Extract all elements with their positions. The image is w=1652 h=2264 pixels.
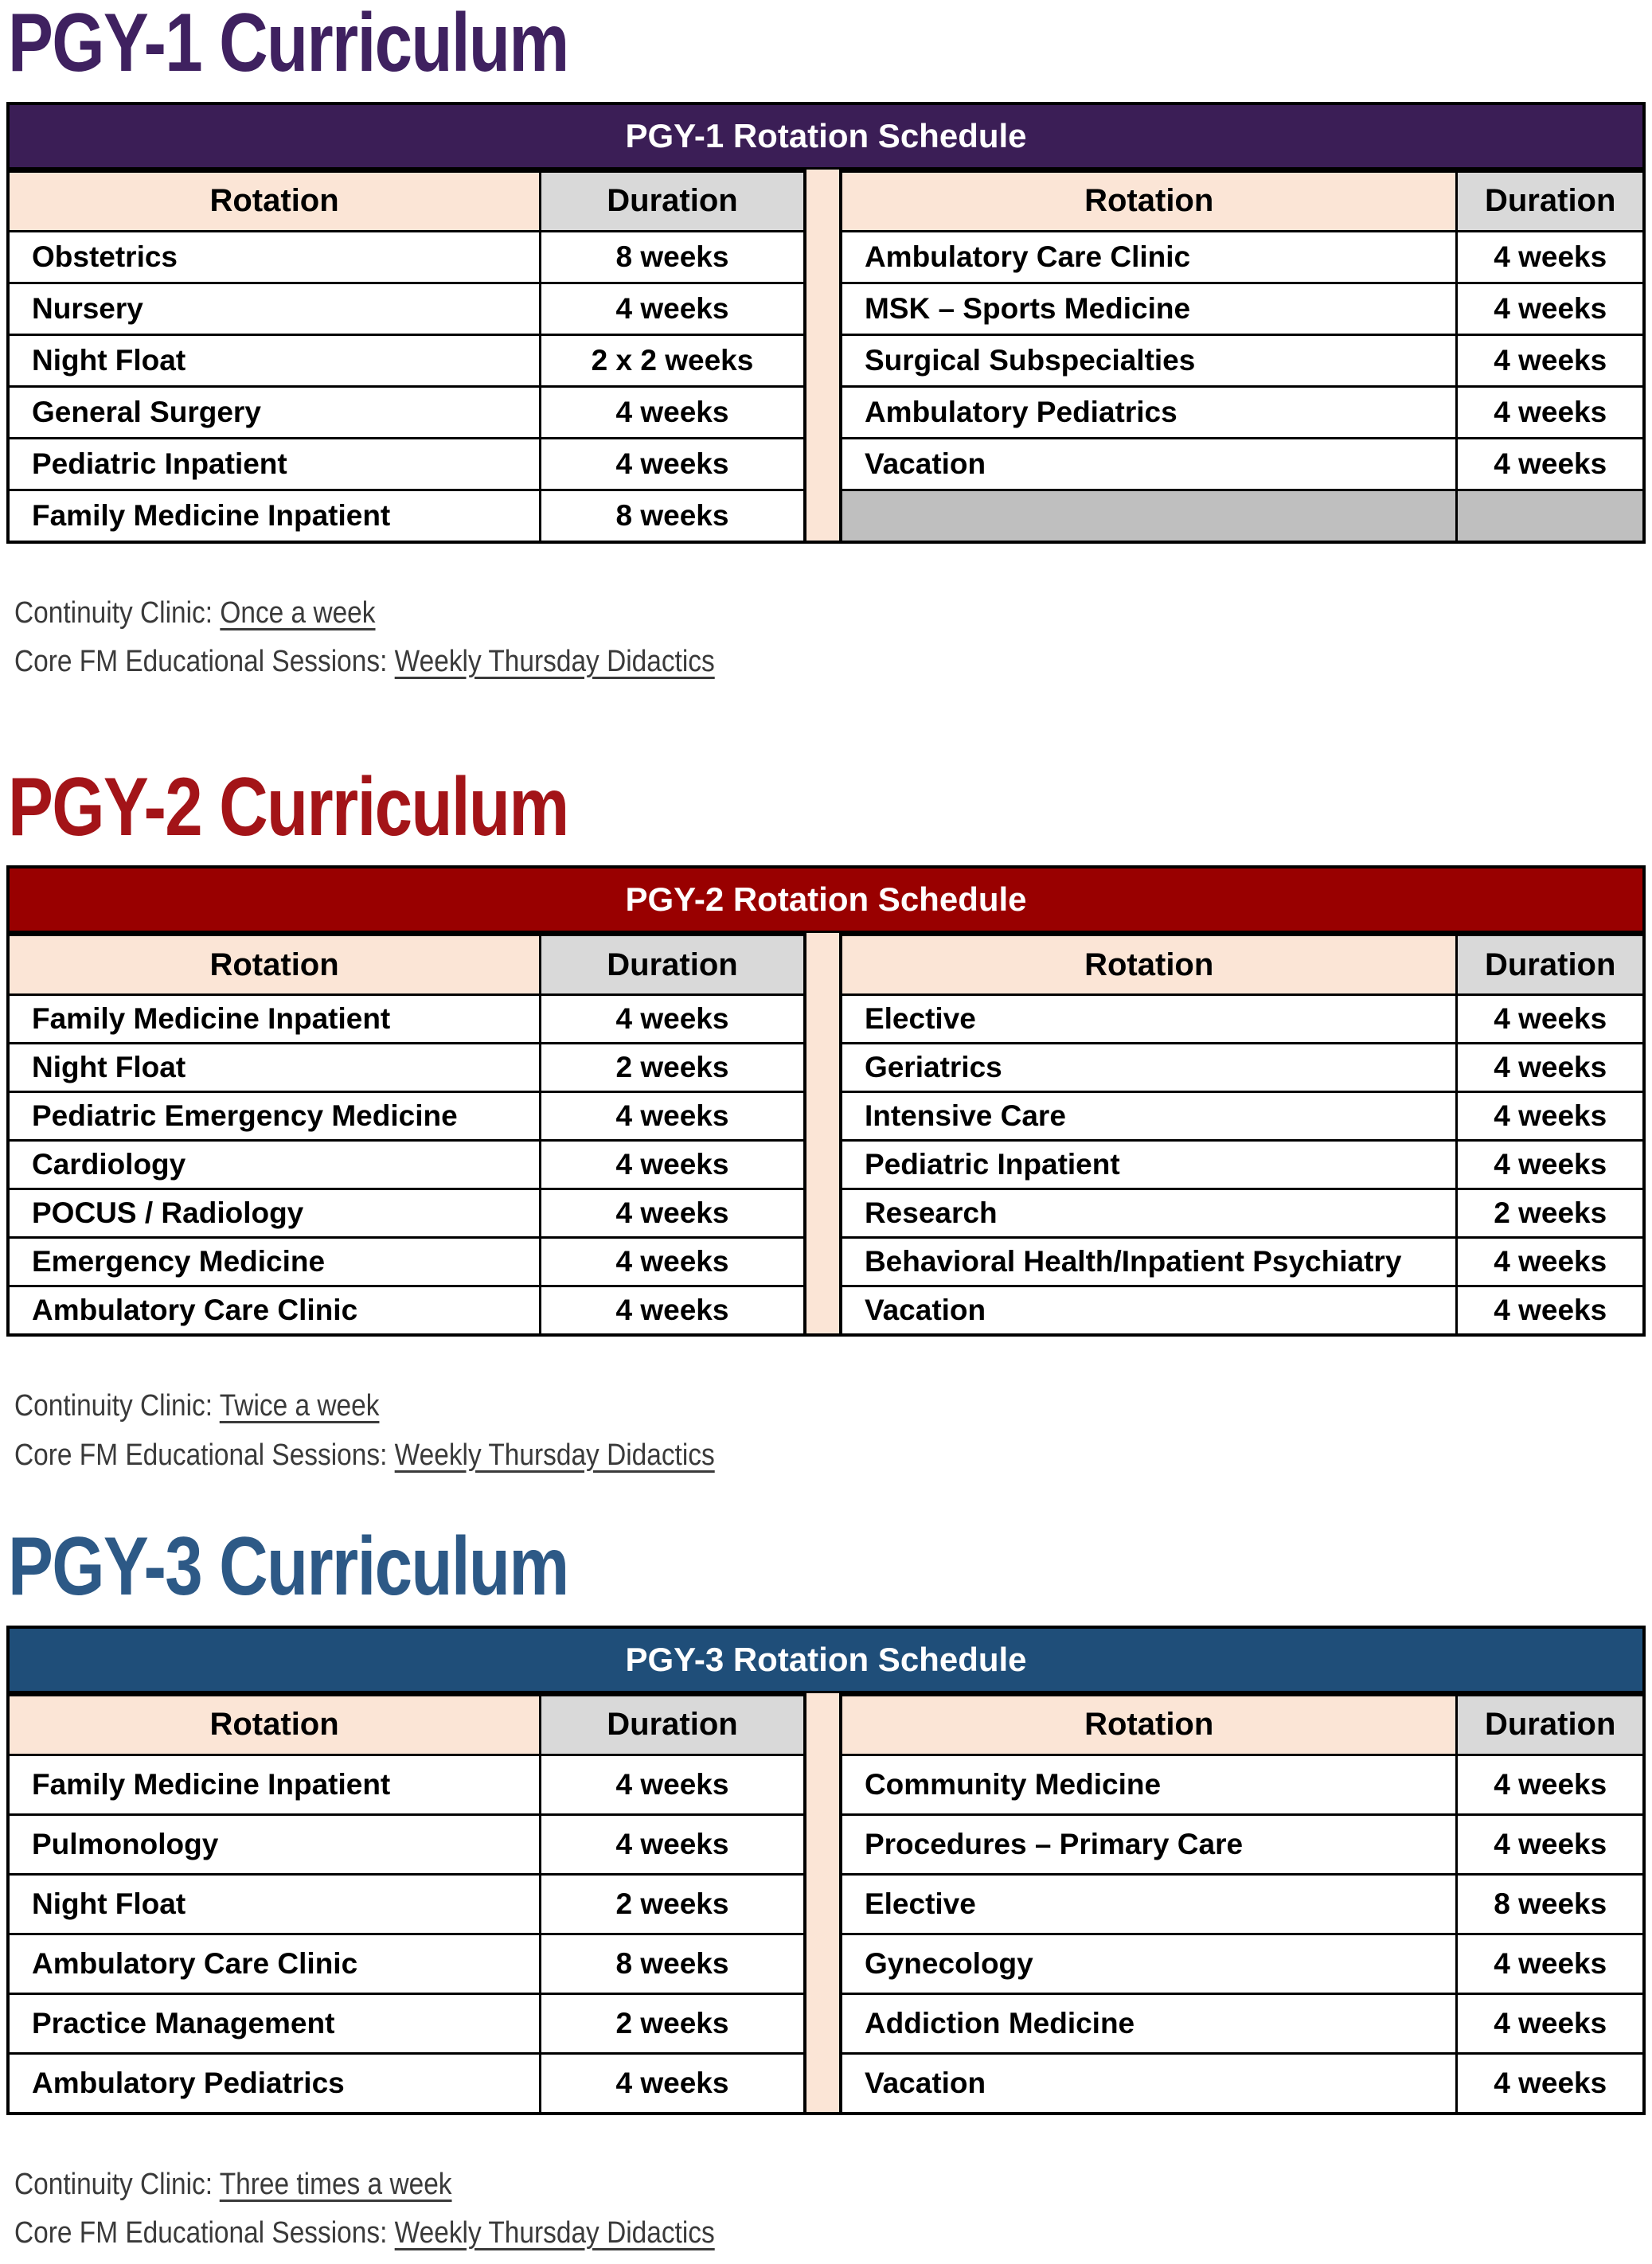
table-row bbox=[841, 2053, 1644, 2114]
rotation-cell: Cardiology bbox=[8, 1141, 541, 1189]
rotation-cell: Vacation bbox=[841, 438, 1457, 490]
rotation-cell: Community Medicine bbox=[841, 1755, 1457, 1814]
table-row bbox=[841, 1238, 1644, 1286]
duration-cell: 4 weeks bbox=[1457, 283, 1644, 334]
rotation-cell: POCUS / Radiology bbox=[8, 1189, 541, 1238]
duration-cell: 4 weeks bbox=[541, 995, 805, 1044]
table-row bbox=[841, 1755, 1644, 1814]
duration-cell: 4 weeks bbox=[1457, 1044, 1644, 1092]
table-row bbox=[841, 1993, 1644, 2053]
column-header-row bbox=[8, 171, 805, 232]
duration-cell: 4 weeks bbox=[1457, 1141, 1644, 1189]
pgy2-left-table bbox=[6, 933, 806, 1337]
duration-cell: 4 weeks bbox=[541, 1286, 805, 1336]
rotation-cell: Family Medicine Inpatient bbox=[8, 995, 541, 1044]
table-row bbox=[8, 1238, 805, 1286]
table-row bbox=[8, 1993, 805, 2053]
duration-cell: 4 weeks bbox=[1457, 1934, 1644, 1993]
pgy2-tables bbox=[6, 933, 1646, 1337]
continuity-clinic-label: Continuity Clinic: bbox=[14, 1389, 213, 1423]
duration-cell: 4 weeks bbox=[541, 1755, 805, 1814]
column-header-row bbox=[841, 171, 1644, 232]
table-row bbox=[8, 1092, 805, 1141]
duration-cell: 4 weeks bbox=[541, 386, 805, 438]
table-row bbox=[8, 1814, 805, 1874]
rotation-cell: Ambulatory Care Clinic bbox=[8, 1934, 541, 1993]
pgy1-schedule-band bbox=[6, 102, 1646, 170]
duration-cell: 4 weeks bbox=[541, 438, 805, 490]
table-row bbox=[8, 2053, 805, 2114]
pgy1-section bbox=[6, 0, 1646, 681]
column-header-row bbox=[841, 935, 1644, 995]
duration-cell: 2 weeks bbox=[541, 1874, 805, 1934]
table-row bbox=[841, 1092, 1644, 1141]
rotation-cell: Surgical Subspecialties bbox=[841, 334, 1457, 386]
rotation-cell: Practice Management bbox=[8, 1993, 541, 2053]
pgy1-schedule-band-label: PGY-1 Rotation Schedule bbox=[625, 116, 1027, 154]
rotation-column-header: Rotation bbox=[841, 1695, 1457, 1755]
rotation-cell: Procedures – Primary Care bbox=[841, 1814, 1457, 1874]
duration-cell: 2 weeks bbox=[541, 1993, 805, 2053]
table-row bbox=[841, 1189, 1644, 1238]
core-sessions-label: Core FM Educational Sessions: bbox=[14, 1438, 388, 1472]
duration-column-header: Duration bbox=[1457, 1695, 1644, 1755]
duration-column-header: Duration bbox=[541, 171, 805, 232]
table-row bbox=[841, 1874, 1644, 1934]
duration-cell: 4 weeks bbox=[541, 1141, 805, 1189]
duration-cell: 4 weeks bbox=[541, 1189, 805, 1238]
core-sessions-label: Core FM Educational Sessions: bbox=[14, 2216, 388, 2250]
core-sessions-line bbox=[14, 1437, 1450, 1475]
table-row bbox=[8, 1286, 805, 1336]
table-row bbox=[8, 1934, 805, 1993]
rotation-cell: Behavioral Health/Inpatient Psychiatry bbox=[841, 1238, 1457, 1286]
duration-cell: 4 weeks bbox=[1457, 334, 1644, 386]
table-row bbox=[841, 1141, 1644, 1189]
table-row bbox=[841, 386, 1644, 438]
pgy2-schedule-band-label: PGY-2 Rotation Schedule bbox=[625, 880, 1027, 919]
continuity-clinic-value: Once a week bbox=[220, 595, 376, 630]
duration-cell: 4 weeks bbox=[1457, 995, 1644, 1044]
rotation-cell bbox=[841, 490, 1457, 542]
continuity-clinic-value: Three times a week bbox=[219, 2167, 452, 2201]
duration-cell: 4 weeks bbox=[541, 283, 805, 334]
table-row bbox=[8, 231, 805, 283]
pgy2-title: PGY-2 Curriculum bbox=[8, 760, 568, 853]
pgy3-rotation-schedule bbox=[6, 1626, 1646, 2115]
duration-cell: 4 weeks bbox=[1457, 1092, 1644, 1141]
rotation-cell: Ambulatory Care Clinic bbox=[841, 231, 1457, 283]
duration-cell: 4 weeks bbox=[541, 2053, 805, 2114]
duration-column-header: Duration bbox=[1457, 171, 1644, 232]
duration-cell: 4 weeks bbox=[1457, 1814, 1644, 1874]
rotation-cell: Gynecology bbox=[841, 1934, 1457, 1993]
pgy2-schedule-band bbox=[6, 865, 1646, 933]
rotation-cell: Geriatrics bbox=[841, 1044, 1457, 1092]
table-row bbox=[8, 334, 805, 386]
duration-cell: 2 weeks bbox=[541, 1044, 805, 1092]
pgy3-section bbox=[6, 1520, 1646, 2253]
duration-cell: 4 weeks bbox=[541, 1238, 805, 1286]
rotation-cell: Vacation bbox=[841, 2053, 1457, 2114]
duration-cell: 8 weeks bbox=[1457, 1874, 1644, 1934]
continuity-clinic-value: Twice a week bbox=[219, 1389, 380, 1423]
pgy2-right-table bbox=[839, 933, 1646, 1337]
rotation-column-header: Rotation bbox=[841, 935, 1457, 995]
spacer-column bbox=[806, 1693, 839, 2115]
rotation-cell: Elective bbox=[841, 995, 1457, 1044]
core-sessions-line bbox=[14, 2215, 1450, 2253]
duration-cell: 4 weeks bbox=[1457, 2053, 1644, 2114]
rotation-cell: Family Medicine Inpatient bbox=[8, 1755, 541, 1814]
continuity-clinic-line bbox=[14, 1388, 1450, 1426]
table-row bbox=[8, 995, 805, 1044]
table-row bbox=[8, 1755, 805, 1814]
duration-cell bbox=[1457, 490, 1644, 542]
pgy3-notes bbox=[14, 2166, 1646, 2253]
core-sessions-value: Weekly Thursday Didactics bbox=[394, 645, 715, 679]
duration-column-header: Duration bbox=[541, 1695, 805, 1755]
rotation-cell: Obstetrics bbox=[8, 231, 541, 283]
pgy3-schedule-band-label: PGY-3 Rotation Schedule bbox=[625, 1640, 1027, 1678]
rotation-cell: Addiction Medicine bbox=[841, 1993, 1457, 2053]
table-row bbox=[841, 1814, 1644, 1874]
duration-cell: 4 weeks bbox=[1457, 1238, 1644, 1286]
duration-cell: 8 weeks bbox=[541, 490, 805, 542]
core-sessions-value: Weekly Thursday Didactics bbox=[394, 2216, 715, 2250]
duration-cell: 4 weeks bbox=[541, 1814, 805, 1874]
rotation-cell: Vacation bbox=[841, 1286, 1457, 1336]
rotation-cell: General Surgery bbox=[8, 386, 541, 438]
rotation-cell: Research bbox=[841, 1189, 1457, 1238]
duration-cell: 4 weeks bbox=[1457, 1755, 1644, 1814]
rotation-cell: Pulmonology bbox=[8, 1814, 541, 1874]
table-row bbox=[841, 438, 1644, 490]
rotation-cell: Family Medicine Inpatient bbox=[8, 490, 541, 542]
duration-cell: 8 weeks bbox=[541, 1934, 805, 1993]
table-row bbox=[8, 1141, 805, 1189]
rotation-cell: Ambulatory Pediatrics bbox=[841, 386, 1457, 438]
duration-cell: 4 weeks bbox=[1457, 386, 1644, 438]
duration-cell: 4 weeks bbox=[1457, 1993, 1644, 2053]
duration-column-header: Duration bbox=[541, 935, 805, 995]
rotation-cell: Night Float bbox=[8, 334, 541, 386]
empty-row bbox=[841, 490, 1644, 542]
rotation-cell: Night Float bbox=[8, 1044, 541, 1092]
core-sessions-value: Weekly Thursday Didactics bbox=[394, 1438, 715, 1472]
pgy2-notes bbox=[14, 1388, 1646, 1474]
pgy2-rotation-schedule bbox=[6, 865, 1646, 1337]
duration-cell: 4 weeks bbox=[1457, 438, 1644, 490]
rotation-cell: Night Float bbox=[8, 1874, 541, 1934]
pgy3-title: PGY-3 Curriculum bbox=[8, 1520, 568, 1614]
table-row bbox=[841, 334, 1644, 386]
rotation-column-header: Rotation bbox=[8, 1695, 541, 1755]
table-row bbox=[8, 1874, 805, 1934]
pgy1-right-table bbox=[839, 170, 1646, 544]
continuity-clinic-line bbox=[14, 2166, 1450, 2204]
table-row bbox=[8, 386, 805, 438]
table-row bbox=[8, 438, 805, 490]
core-sessions-line bbox=[14, 643, 1450, 681]
table-row bbox=[841, 231, 1644, 283]
pgy1-left-table bbox=[6, 170, 806, 544]
rotation-cell: Pediatric Inpatient bbox=[841, 1141, 1457, 1189]
continuity-clinic-line bbox=[14, 595, 1450, 633]
table-row bbox=[8, 283, 805, 334]
rotation-column-header: Rotation bbox=[8, 935, 541, 995]
rotation-cell: Intensive Care bbox=[841, 1092, 1457, 1141]
pgy1-rotation-schedule bbox=[6, 102, 1646, 544]
column-header-row bbox=[8, 935, 805, 995]
rotation-cell: Emergency Medicine bbox=[8, 1238, 541, 1286]
table-row bbox=[8, 1189, 805, 1238]
rotation-cell: Ambulatory Pediatrics bbox=[8, 2053, 541, 2114]
duration-cell: 4 weeks bbox=[541, 1092, 805, 1141]
table-row bbox=[8, 1044, 805, 1092]
duration-cell: 2 x 2 weeks bbox=[541, 334, 805, 386]
rotation-cell: Nursery bbox=[8, 283, 541, 334]
rotation-cell: MSK – Sports Medicine bbox=[841, 283, 1457, 334]
pgy1-notes bbox=[14, 595, 1646, 681]
continuity-clinic-label: Continuity Clinic: bbox=[14, 595, 213, 630]
pgy3-tables bbox=[6, 1693, 1646, 2115]
rotation-cell: Pediatric Emergency Medicine bbox=[8, 1092, 541, 1141]
table-row bbox=[841, 1044, 1644, 1092]
duration-cell: 2 weeks bbox=[1457, 1189, 1644, 1238]
table-row bbox=[841, 1934, 1644, 1993]
rotation-cell: Ambulatory Care Clinic bbox=[8, 1286, 541, 1336]
table-row bbox=[841, 1286, 1644, 1336]
pgy3-left-table bbox=[6, 1693, 806, 2115]
pgy1-title: PGY-1 Curriculum bbox=[8, 0, 568, 89]
rotation-cell: Elective bbox=[841, 1874, 1457, 1934]
pgy1-tables bbox=[6, 170, 1646, 544]
duration-cell: 4 weeks bbox=[1457, 231, 1644, 283]
pgy2-section bbox=[6, 760, 1646, 1475]
duration-cell: 8 weeks bbox=[541, 231, 805, 283]
rotation-column-header: Rotation bbox=[8, 171, 541, 232]
pgy3-schedule-band bbox=[6, 1626, 1646, 1693]
duration-cell: 4 weeks bbox=[1457, 1286, 1644, 1336]
column-header-row bbox=[8, 1695, 805, 1755]
table-row bbox=[8, 490, 805, 542]
spacer-column bbox=[806, 170, 839, 544]
table-row bbox=[841, 283, 1644, 334]
table-row bbox=[841, 995, 1644, 1044]
duration-column-header: Duration bbox=[1457, 935, 1644, 995]
rotation-cell: Pediatric Inpatient bbox=[8, 438, 541, 490]
column-header-row bbox=[841, 1695, 1644, 1755]
spacer-column bbox=[806, 933, 839, 1337]
pgy3-right-table bbox=[839, 1693, 1646, 2115]
core-sessions-label: Core FM Educational Sessions: bbox=[14, 645, 388, 679]
rotation-column-header: Rotation bbox=[841, 171, 1457, 232]
continuity-clinic-label: Continuity Clinic: bbox=[14, 2167, 213, 2201]
